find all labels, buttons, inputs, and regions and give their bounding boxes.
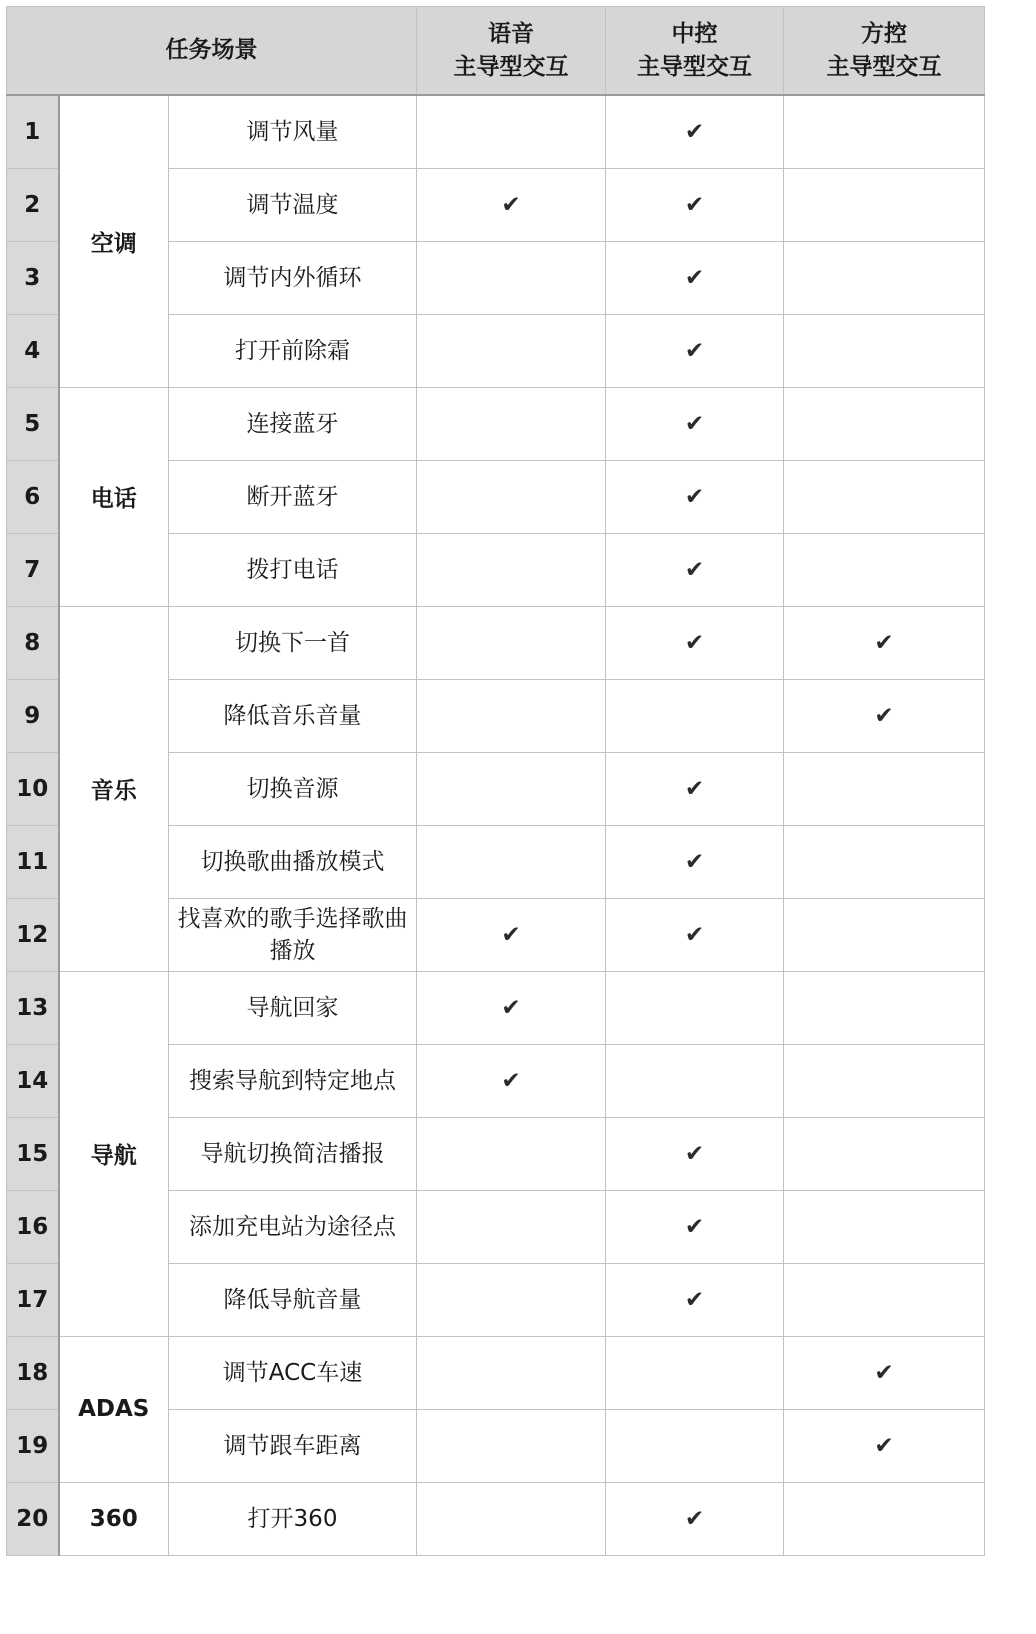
task-name: 降低音乐音量 bbox=[169, 679, 417, 752]
task-name: 搜索导航到特定地点 bbox=[169, 1044, 417, 1117]
category-ac: 空调 bbox=[59, 95, 169, 387]
center-check: ✔ bbox=[606, 1190, 784, 1263]
voice-check bbox=[417, 1263, 606, 1336]
wheel-check bbox=[784, 168, 985, 241]
task-name: 拨打电话 bbox=[169, 533, 417, 606]
voice-check bbox=[417, 95, 606, 168]
row-number: 17 bbox=[7, 1263, 59, 1336]
wheel-check bbox=[784, 971, 985, 1044]
voice-check bbox=[417, 679, 606, 752]
voice-check bbox=[417, 387, 606, 460]
row-number: 3 bbox=[7, 241, 59, 314]
row-number: 4 bbox=[7, 314, 59, 387]
center-check: ✔ bbox=[606, 825, 784, 898]
voice-check bbox=[417, 241, 606, 314]
table-row bbox=[7, 971, 985, 1044]
center-check: ✔ bbox=[606, 606, 784, 679]
center-check: ✔ bbox=[606, 533, 784, 606]
center-check: ✔ bbox=[606, 387, 784, 460]
category-phone: 电话 bbox=[59, 387, 169, 606]
task-name: 调节温度 bbox=[169, 168, 417, 241]
row-number: 14 bbox=[7, 1044, 59, 1117]
center-check: ✔ bbox=[606, 1263, 784, 1336]
center-check: ✔ bbox=[606, 1117, 784, 1190]
task-name: 打开360 bbox=[169, 1482, 417, 1555]
wheel-check bbox=[784, 1482, 985, 1555]
category-360: 360 bbox=[59, 1482, 169, 1555]
category-music: 音乐 bbox=[59, 606, 169, 971]
center-check bbox=[606, 1409, 784, 1482]
header-wheel-line2: 主导型交互 bbox=[826, 53, 942, 80]
task-name: 导航回家 bbox=[169, 971, 417, 1044]
center-check bbox=[606, 971, 784, 1044]
row-number: 10 bbox=[7, 752, 59, 825]
task-name: 降低导航音量 bbox=[169, 1263, 417, 1336]
wheel-check bbox=[784, 95, 985, 168]
wheel-check bbox=[784, 1190, 985, 1263]
center-check bbox=[606, 1044, 784, 1117]
voice-check bbox=[417, 314, 606, 387]
center-check bbox=[606, 1336, 784, 1409]
row-number: 9 bbox=[7, 679, 59, 752]
center-check: ✔ bbox=[606, 1482, 784, 1555]
wheel-check bbox=[784, 241, 985, 314]
row-number: 16 bbox=[7, 1190, 59, 1263]
voice-check bbox=[417, 752, 606, 825]
row-number: 11 bbox=[7, 825, 59, 898]
task-name: 调节风量 bbox=[169, 95, 417, 168]
row-number: 15 bbox=[7, 1117, 59, 1190]
header-voice bbox=[417, 7, 606, 96]
voice-check: ✔ bbox=[417, 898, 606, 971]
center-check bbox=[606, 679, 784, 752]
task-name: 调节内外循环 bbox=[169, 241, 417, 314]
row-number: 20 bbox=[7, 1482, 59, 1555]
wheel-check bbox=[784, 1263, 985, 1336]
table-row bbox=[7, 1482, 985, 1555]
voice-check bbox=[417, 460, 606, 533]
voice-check bbox=[417, 1117, 606, 1190]
row-number: 8 bbox=[7, 606, 59, 679]
center-check: ✔ bbox=[606, 241, 784, 314]
task-name: 连接蓝牙 bbox=[169, 387, 417, 460]
row-number: 13 bbox=[7, 971, 59, 1044]
wheel-check bbox=[784, 460, 985, 533]
header-wheel-line1: 方控 bbox=[861, 20, 907, 47]
table-row bbox=[7, 387, 985, 460]
header-center-console bbox=[606, 7, 784, 96]
voice-check: ✔ bbox=[417, 168, 606, 241]
wheel-check: ✔ bbox=[784, 1336, 985, 1409]
voice-check bbox=[417, 1409, 606, 1482]
task-name: 导航切换简洁播报 bbox=[169, 1117, 417, 1190]
task-name: 切换下一首 bbox=[169, 606, 417, 679]
header-center-line1: 中控 bbox=[671, 20, 718, 47]
voice-check bbox=[417, 1482, 606, 1555]
row-number: 7 bbox=[7, 533, 59, 606]
header-task-scenario: 任务场景 bbox=[7, 7, 417, 96]
task-name: 打开前除霜 bbox=[169, 314, 417, 387]
wheel-check bbox=[784, 825, 985, 898]
wheel-check bbox=[784, 898, 985, 971]
center-check: ✔ bbox=[606, 460, 784, 533]
row-number: 19 bbox=[7, 1409, 59, 1482]
row-number: 6 bbox=[7, 460, 59, 533]
center-check: ✔ bbox=[606, 95, 784, 168]
row-number: 1 bbox=[7, 95, 59, 168]
header-voice-line1: 语音 bbox=[488, 20, 534, 47]
task-scenario-table bbox=[6, 6, 985, 1556]
category-adas: ADAS bbox=[59, 1336, 169, 1482]
table-row bbox=[7, 1336, 985, 1409]
task-name: 添加充电站为途径点 bbox=[169, 1190, 417, 1263]
row-number: 5 bbox=[7, 387, 59, 460]
category-nav: 导航 bbox=[59, 971, 169, 1336]
center-check: ✔ bbox=[606, 168, 784, 241]
wheel-check bbox=[784, 1044, 985, 1117]
voice-check bbox=[417, 533, 606, 606]
wheel-check: ✔ bbox=[784, 1409, 985, 1482]
header-voice-line2: 主导型交互 bbox=[453, 53, 569, 80]
table-row bbox=[7, 606, 985, 679]
wheel-check bbox=[784, 533, 985, 606]
wheel-check: ✔ bbox=[784, 606, 985, 679]
center-check: ✔ bbox=[606, 314, 784, 387]
wheel-check bbox=[784, 314, 985, 387]
header-center-line2: 主导型交互 bbox=[637, 53, 752, 80]
voice-check bbox=[417, 1336, 606, 1409]
voice-check: ✔ bbox=[417, 1044, 606, 1117]
task-name: 切换歌曲播放模式 bbox=[169, 825, 417, 898]
voice-check bbox=[417, 825, 606, 898]
wheel-check bbox=[784, 752, 985, 825]
wheel-check: ✔ bbox=[784, 679, 985, 752]
task-name: 找喜欢的歌手选择歌曲播放 bbox=[169, 898, 417, 971]
center-check: ✔ bbox=[606, 752, 784, 825]
task-name: 断开蓝牙 bbox=[169, 460, 417, 533]
voice-check bbox=[417, 1190, 606, 1263]
voice-check: ✔ bbox=[417, 971, 606, 1044]
center-check: ✔ bbox=[606, 898, 784, 971]
row-number: 2 bbox=[7, 168, 59, 241]
wheel-check bbox=[784, 387, 985, 460]
task-name: 调节ACC车速 bbox=[169, 1336, 417, 1409]
row-number: 18 bbox=[7, 1336, 59, 1409]
wheel-check bbox=[784, 1117, 985, 1190]
table-row bbox=[7, 95, 985, 168]
voice-check bbox=[417, 606, 606, 679]
row-number: 12 bbox=[7, 898, 59, 971]
task-name: 调节跟车距离 bbox=[169, 1409, 417, 1482]
table-header-row bbox=[7, 7, 985, 96]
header-steering-wheel bbox=[784, 7, 985, 96]
task-name: 切换音源 bbox=[169, 752, 417, 825]
